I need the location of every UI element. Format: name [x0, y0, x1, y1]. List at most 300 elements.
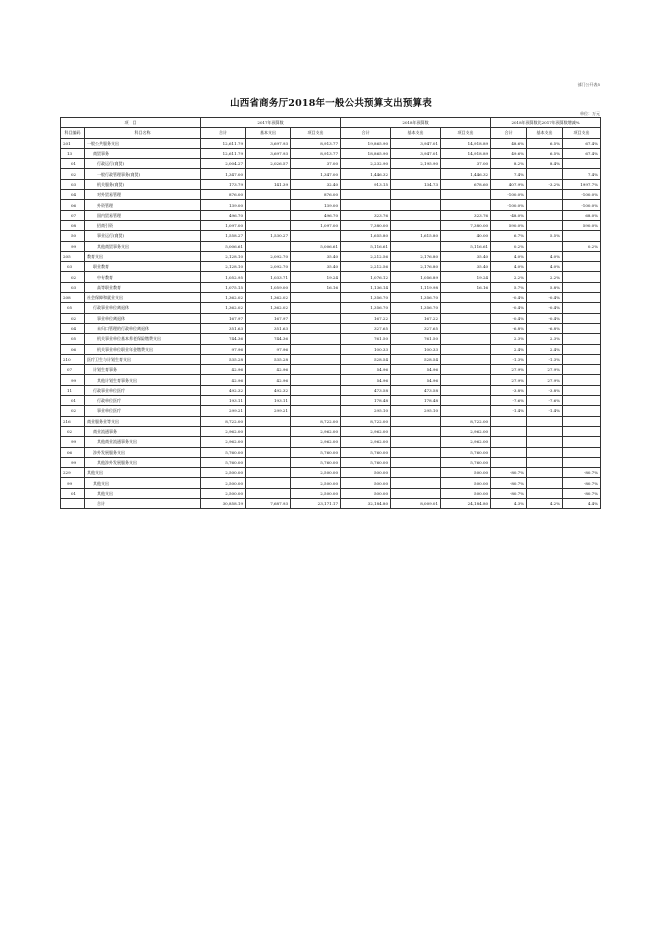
- cell-2017-total: 30,858.19: [201, 498, 246, 508]
- cell-2017-basic: [246, 478, 291, 488]
- cell-change-basic: -7.6%: [527, 396, 563, 406]
- cell-code: 99: [61, 437, 85, 447]
- cell-2018-project: 35.40: [441, 251, 491, 261]
- cell-name: 行政运行(商贸): [85, 159, 201, 169]
- cell-change-project: [563, 406, 601, 416]
- cell-change-project: -100.0%: [563, 200, 601, 210]
- table-row: [61, 385, 601, 395]
- cell-name: 涉外发展服务支出: [85, 447, 201, 457]
- cell-2017-project: [291, 385, 341, 395]
- table-row: [61, 498, 601, 508]
- cell-change-total: 2.3%: [491, 334, 527, 344]
- cell-2018-basic: [391, 457, 441, 467]
- cell-2018-project: 5,760.00: [441, 447, 491, 457]
- cell-2018-total: 761.50: [341, 334, 391, 344]
- cell-2018-basic: 2,195.90: [391, 159, 441, 169]
- cell-2017-project: 2,962.00: [291, 437, 341, 447]
- cell-change-project: [563, 251, 601, 261]
- cell-change-total: [491, 437, 527, 447]
- cell-2018-basic: [391, 210, 441, 220]
- cell-2018-basic: 473.58: [391, 385, 441, 395]
- cell-2017-basic: [246, 220, 291, 230]
- cell-change-basic: -0.4%: [527, 293, 563, 303]
- table-row: [61, 468, 601, 478]
- cell-change-total: 7.4%: [491, 169, 527, 179]
- cell-change-basic: -0.4%: [527, 313, 563, 323]
- cell-2018-total: 1,356.70: [341, 303, 391, 313]
- cell-change-basic: [527, 220, 563, 230]
- header-row-columns: [61, 128, 601, 138]
- cell-2018-basic: [391, 488, 441, 498]
- cell-2018-project: [441, 190, 491, 200]
- cell-change-total: -7.6%: [491, 396, 527, 406]
- cell-2018-basic: 295.10: [391, 406, 441, 416]
- cell-2017-total: 42.96: [201, 365, 246, 375]
- cell-change-project: -80.7%: [563, 478, 601, 488]
- cell-change-project: [563, 231, 601, 241]
- cell-2018-basic: 1,615.80: [391, 231, 441, 241]
- cell-2018-project: 24,184.80: [441, 498, 491, 508]
- cell-2018-total: [341, 190, 391, 200]
- cell-code: 50: [61, 231, 85, 241]
- cell-name: 职业教育: [85, 262, 201, 272]
- cell-2017-project: 496.70: [291, 210, 341, 220]
- cell-2018-total: 54.96: [341, 365, 391, 375]
- table-row: [61, 344, 601, 354]
- cell-name: 事业单位医疗: [85, 406, 201, 416]
- cell-2017-basic: 744.36: [246, 334, 291, 344]
- cell-2017-project: 5,006.61: [291, 241, 341, 251]
- cell-change-total: -48.0%: [491, 210, 527, 220]
- cell-2018-total: 913.15: [341, 179, 391, 189]
- cell-change-project: 1997.7%: [563, 179, 601, 189]
- cell-2017-basic: 1,033.71: [246, 272, 291, 282]
- cell-change-total: 27.9%: [491, 375, 527, 385]
- cell-2017-project: 35.40: [291, 251, 341, 261]
- cell-2017-project: 2,500.00: [291, 478, 341, 488]
- cell-2017-basic: [246, 447, 291, 457]
- cell-2018-total: [341, 200, 391, 210]
- header-name: 科目名称: [85, 128, 201, 138]
- cell-2018-basic: 3,947.01: [391, 148, 441, 158]
- cell-2017-project: 5,760.00: [291, 447, 341, 457]
- cell-2017-total: 2,500.00: [201, 488, 246, 498]
- cell-2017-project: 2,962.00: [291, 426, 341, 436]
- cell-change-basic: [527, 200, 563, 210]
- table-row: [61, 231, 601, 241]
- cell-2018-project: 500.00: [441, 488, 491, 498]
- cell-2017-total: 1,097.00: [201, 220, 246, 230]
- cell-2017-basic: 2,092.70: [246, 251, 291, 261]
- cell-2017-project: [291, 344, 341, 354]
- cell-name: 机关事业单位职业年金缴费支出: [85, 344, 201, 354]
- cell-2017-total: 1,558.27: [201, 231, 246, 241]
- cell-2018-project: [441, 344, 491, 354]
- cell-change-total: -0.4%: [491, 293, 527, 303]
- cell-2017-basic: [246, 437, 291, 447]
- cell-2018-basic: [391, 437, 441, 447]
- table-row: [61, 437, 601, 447]
- cell-code: 04: [61, 323, 85, 333]
- table-row: [61, 179, 601, 189]
- cell-name: 商贸事务: [85, 148, 201, 158]
- cell-name: 行政单位医疗: [85, 396, 201, 406]
- cell-2018-total: 323.76: [341, 210, 391, 220]
- cell-2018-basic: [391, 200, 441, 210]
- cell-change-total: 2.4%: [491, 344, 527, 354]
- cell-change-total: 49.6%: [491, 148, 527, 158]
- cell-2017-basic: 193.11: [246, 396, 291, 406]
- cell-2018-total: 2,232.90: [341, 159, 391, 169]
- cell-2017-basic: 492.32: [246, 385, 291, 395]
- cell-2017-project: 2,500.00: [291, 488, 341, 498]
- cell-change-project: [563, 293, 601, 303]
- cell-2017-basic: [246, 416, 291, 426]
- cell-change-basic: 8.4%: [527, 159, 563, 169]
- cell-2018-project: 40.00: [441, 231, 491, 241]
- cell-name: 国内贸易管理: [85, 210, 201, 220]
- cell-2017-project: 37.00: [291, 159, 341, 169]
- header-2017-basic: 基本支出: [246, 128, 291, 138]
- cell-change-project: [563, 426, 601, 436]
- cell-change-project: [563, 365, 601, 375]
- cell-2017-total: 193.11: [201, 396, 246, 406]
- cell-code: 07: [61, 365, 85, 375]
- cell-change-basic: 2.3%: [527, 334, 563, 344]
- table-row: [61, 220, 601, 230]
- cell-name: 外资管理: [85, 200, 201, 210]
- cell-2018-basic: 178.48: [391, 396, 441, 406]
- cell-2017-project: [291, 303, 341, 313]
- cell-2017-total: 1,347.00: [201, 169, 246, 179]
- cell-change-basic: 2.4%: [527, 344, 563, 354]
- cell-2018-total: 2,212.56: [341, 251, 391, 261]
- cell-change-basic: -3.2%: [527, 179, 563, 189]
- cell-2018-total: 5,760.00: [341, 447, 391, 457]
- cell-2017-basic: 1,059.00: [246, 282, 291, 292]
- cell-2018-basic: [391, 447, 441, 457]
- cell-change-basic: 27.9%: [527, 375, 563, 385]
- cell-change-total: -0.4%: [491, 303, 527, 313]
- cell-name: 其他商贸事务支出: [85, 241, 201, 251]
- table-row: [61, 323, 601, 333]
- cell-change-basic: [527, 437, 563, 447]
- header-2018-project: 项目支出: [441, 128, 491, 138]
- table-row: [61, 159, 601, 169]
- unit-label: 单位：万元: [580, 111, 600, 116]
- cell-change-total: 5.7%: [491, 282, 527, 292]
- cell-change-basic: 6.5%: [527, 148, 563, 158]
- cell-change-total: 4.0%: [491, 262, 527, 272]
- cell-2017-project: 23,171.17: [291, 498, 341, 508]
- cell-2017-basic: [246, 210, 291, 220]
- cell-2017-total: 42.96: [201, 375, 246, 385]
- cell-2018-total: 1,136.14: [341, 282, 391, 292]
- cell-2017-basic: [246, 190, 291, 200]
- cell-2018-project: 35.40: [441, 262, 491, 272]
- table-row: [61, 272, 601, 282]
- cell-2017-total: 535.28: [201, 354, 246, 364]
- cell-2017-basic: 1,362.02: [246, 293, 291, 303]
- cell-change-basic: [527, 468, 563, 478]
- table-row: [61, 282, 601, 292]
- cell-2018-project: 1,446.32: [441, 169, 491, 179]
- cell-change-basic: [527, 190, 563, 200]
- cell-2018-total: 19,865.90: [341, 138, 391, 148]
- cell-2018-basic: [391, 241, 441, 251]
- cell-change-total: -80.7%: [491, 468, 527, 478]
- cell-name: 教育支出: [85, 251, 201, 261]
- cell-2018-project: 19.24: [441, 272, 491, 282]
- cell-change-total: -100.0%: [491, 200, 527, 210]
- budget-table: [60, 117, 601, 509]
- cell-change-basic: 5.8%: [527, 282, 563, 292]
- cell-2018-basic: 1,356.70: [391, 303, 441, 313]
- cell-2018-basic: 327.65: [391, 323, 441, 333]
- cell-2018-total: 500.00: [341, 488, 391, 498]
- cell-2017-total: 496.70: [201, 210, 246, 220]
- cell-code: 99: [61, 457, 85, 467]
- cell-code: 205: [61, 251, 85, 261]
- cell-2018-project: [441, 385, 491, 395]
- cell-2018-basic: 2,176.80: [391, 262, 441, 272]
- cell-2018-basic: 2,176.80: [391, 251, 441, 261]
- cell-2017-basic: 351.63: [246, 323, 291, 333]
- cell-2018-total: 2,962.00: [341, 426, 391, 436]
- cell-2018-basic: 134.73: [391, 179, 441, 189]
- cell-2017-project: 876.00: [291, 190, 341, 200]
- header-2018-basic: 基本支出: [391, 128, 441, 138]
- cell-2018-project: 16.16: [441, 282, 491, 292]
- cell-change-total: [491, 416, 527, 426]
- cell-2017-basic: 97.96: [246, 344, 291, 354]
- cell-change-project: [563, 375, 601, 385]
- cell-2017-total: 299.21: [201, 406, 246, 416]
- cell-code: 13: [61, 148, 85, 158]
- header-2018-total: 合计: [341, 128, 391, 138]
- cell-2017-project: [291, 365, 341, 375]
- cell-2018-basic: 3,947.01: [391, 138, 441, 148]
- cell-code: 01: [61, 396, 85, 406]
- header-2017: 2017年预算数: [201, 118, 341, 128]
- cell-change-total: 0.2%: [491, 241, 527, 251]
- cell-2017-project: 32.40: [291, 179, 341, 189]
- cell-name: 事业单位离退休: [85, 313, 201, 323]
- table-row: [61, 303, 601, 313]
- cell-2018-project: 5,116.61: [441, 241, 491, 251]
- cell-code: 99: [61, 375, 85, 385]
- cell-2018-basic: [391, 220, 441, 230]
- cell-2017-basic: 1,362.02: [246, 303, 291, 313]
- cell-2018-basic: 761.50: [391, 334, 441, 344]
- cell-2018-total: 5,760.00: [341, 457, 391, 467]
- table-row: [61, 210, 601, 220]
- cell-change-basic: -0.4%: [527, 303, 563, 313]
- table-row: [61, 190, 601, 200]
- cell-2018-total: 2,962.00: [341, 437, 391, 447]
- cell-change-project: [563, 334, 601, 344]
- cell-2018-total: 1,076.12: [341, 272, 391, 282]
- cell-2017-project: 8,722.00: [291, 416, 341, 426]
- header-code: 科目编码: [61, 128, 85, 138]
- cell-name: 其他支出: [85, 468, 201, 478]
- cell-change-basic: [527, 416, 563, 426]
- cell-change-total: -0.4%: [491, 313, 527, 323]
- cell-code: 01: [61, 159, 85, 169]
- cell-2017-total: 5,006.61: [201, 241, 246, 251]
- cell-change-project: 68.0%: [563, 210, 601, 220]
- cell-2017-total: 2,962.00: [201, 426, 246, 436]
- cell-2018-basic: 1,356.70: [391, 293, 441, 303]
- cell-code: 02: [61, 426, 85, 436]
- cell-2017-project: 139.00: [291, 200, 341, 210]
- cell-2018-basic: [391, 468, 441, 478]
- cell-change-project: [563, 396, 601, 406]
- cell-change-basic: 4.2%: [527, 498, 563, 508]
- cell-code: 01: [61, 488, 85, 498]
- cell-name: 事业运行(商贸): [85, 231, 201, 241]
- table-row: [61, 365, 601, 375]
- table-row: [61, 406, 601, 416]
- cell-2017-project: 1,097.00: [291, 220, 341, 230]
- cell-change-project: 4.4%: [563, 498, 601, 508]
- cell-2017-basic: [246, 488, 291, 498]
- cell-code: 216: [61, 416, 85, 426]
- cell-2017-basic: 42.96: [246, 365, 291, 375]
- cell-2017-basic: 2,026.57: [246, 159, 291, 169]
- cell-change-basic: 6.5%: [527, 138, 563, 148]
- cell-code: 03: [61, 262, 85, 272]
- cell-code: 05: [61, 334, 85, 344]
- cell-2018-total: 473.58: [341, 385, 391, 395]
- cell-2017-total: 12,611.79: [201, 138, 246, 148]
- cell-change-basic: [527, 447, 563, 457]
- cell-2017-total: 139.00: [201, 200, 246, 210]
- cell-change-total: [491, 426, 527, 436]
- cell-change-basic: 4.0%: [527, 251, 563, 261]
- cell-change-total: -1.3%: [491, 354, 527, 364]
- cell-2018-total: 18,865.90: [341, 148, 391, 158]
- cell-2018-project: [441, 375, 491, 385]
- header-row-groups: [61, 118, 601, 128]
- cell-change-project: [563, 303, 601, 313]
- header-change-basic: 基本支出: [527, 128, 563, 138]
- cell-change-basic: 5.5%: [527, 231, 563, 241]
- cell-2018-basic: 167.22: [391, 313, 441, 323]
- cell-code: 06: [61, 344, 85, 354]
- cell-name: 招商引资: [85, 220, 201, 230]
- cell-2018-project: [441, 334, 491, 344]
- cell-2018-project: [441, 406, 491, 416]
- cell-name: 其他涉外发展服务支出: [85, 457, 201, 467]
- table-row: [61, 447, 601, 457]
- cell-name: 高等职业教育: [85, 282, 201, 292]
- cell-2018-total: 32,184.80: [341, 498, 391, 508]
- cell-2018-basic: [391, 426, 441, 436]
- cell-2017-total: 167.97: [201, 313, 246, 323]
- budget-table-body: [61, 138, 601, 509]
- cell-name: 商业流通事务: [85, 426, 201, 436]
- cell-2017-project: [291, 375, 341, 385]
- table-row: [61, 169, 601, 179]
- header-2018: 2018年预算数: [341, 118, 491, 128]
- cell-2018-total: 167.22: [341, 313, 391, 323]
- cell-name: 医疗卫生与计划生育支出: [85, 354, 201, 364]
- cell-2017-project: 8,913.77: [291, 148, 341, 158]
- table-row: [61, 148, 601, 158]
- cell-name: 其他商业流通事务支出: [85, 437, 201, 447]
- cell-2017-project: 16.16: [291, 282, 341, 292]
- cell-2017-basic: 535.28: [246, 354, 291, 364]
- cell-2017-basic: 42.96: [246, 375, 291, 385]
- cell-2018-project: [441, 323, 491, 333]
- cell-2017-project: [291, 231, 341, 241]
- cell-2018-total: 327.65: [341, 323, 391, 333]
- cell-2017-project: [291, 334, 341, 344]
- cell-2018-basic: [391, 478, 441, 488]
- cell-2018-total: 100.33: [341, 344, 391, 354]
- header-item: 项 目: [61, 118, 201, 128]
- cell-change-basic: 2.2%: [527, 272, 563, 282]
- cell-2018-project: [441, 200, 491, 210]
- cell-name: 合计: [85, 498, 201, 508]
- cell-change-total: 2.2%: [491, 272, 527, 282]
- cell-2018-basic: [391, 190, 441, 200]
- table-row: [61, 241, 601, 251]
- cell-change-basic: 4.0%: [527, 262, 563, 272]
- cell-2018-project: 2,962.00: [441, 426, 491, 436]
- header-2017-project: 项目支出: [291, 128, 341, 138]
- cell-2017-total: 1,075.15: [201, 282, 246, 292]
- cell-2017-basic: 3,697.93: [246, 138, 291, 148]
- cell-2018-project: 2,962.00: [441, 437, 491, 447]
- cell-code: 02: [61, 313, 85, 323]
- cell-2017-project: 5,760.00: [291, 457, 341, 467]
- cell-code: 99: [61, 478, 85, 488]
- table-row: [61, 200, 601, 210]
- cell-2017-total: 2,128.10: [201, 262, 246, 272]
- cell-2017-total: 2,500.00: [201, 468, 246, 478]
- cell-change-total: -80.7%: [491, 488, 527, 498]
- table-row: [61, 138, 601, 148]
- cell-2017-basic: [246, 200, 291, 210]
- table-row: [61, 313, 601, 323]
- cell-change-total: 4.0%: [491, 251, 527, 261]
- cell-2018-total: 500.00: [341, 478, 391, 488]
- cell-name: 行政事业单位医疗: [85, 385, 201, 395]
- cell-2017-total: 744.36: [201, 334, 246, 344]
- cell-2017-basic: [246, 169, 291, 179]
- cell-name: 未归口管理的行政单位离退休: [85, 323, 201, 333]
- cell-2018-total: 178.48: [341, 396, 391, 406]
- cell-2017-basic: [246, 468, 291, 478]
- cell-code: 07: [61, 210, 85, 220]
- cell-2018-project: 14,918.89: [441, 148, 491, 158]
- cell-2018-total: 528.54: [341, 354, 391, 364]
- cell-code: 06: [61, 447, 85, 457]
- cell-2017-project: [291, 396, 341, 406]
- cell-2017-project: 19.24: [291, 272, 341, 282]
- table-row: [61, 416, 601, 426]
- cell-2018-total: 7,380.00: [341, 220, 391, 230]
- cell-2017-basic: 1,530.27: [246, 231, 291, 241]
- cell-2018-total: 2,212.56: [341, 262, 391, 272]
- cell-change-basic: -3.8%: [527, 385, 563, 395]
- table-number-note: 部门公开表5: [577, 82, 600, 87]
- cell-change-basic: [527, 478, 563, 488]
- cell-change-basic: 27.9%: [527, 365, 563, 375]
- cell-2017-project: [291, 406, 341, 416]
